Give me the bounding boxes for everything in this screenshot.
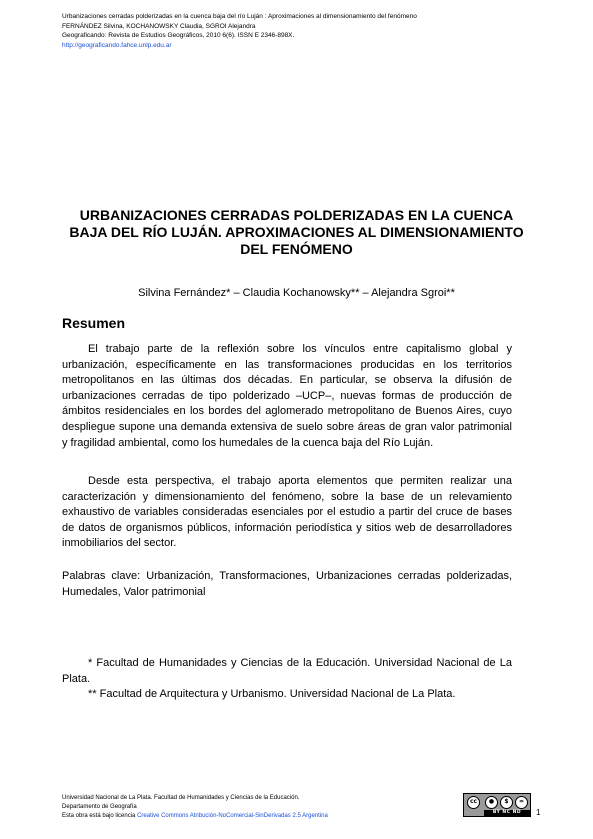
running-header: [62, 12, 542, 50]
footnote-2: ** Facultad de Arquitectura y Urbanismo. Universidad Nacional de La Plata.: [88, 688, 456, 701]
footer-department: Departamento de Geografía: [62, 803, 137, 810]
cc-mark-icon: cc: [467, 796, 480, 809]
abstract-paragraph-1: [62, 342, 512, 451]
header-url-link[interactable]: http://geograficando.fahce.unlp.edu.ar: [62, 41, 172, 49]
license-link[interactable]: Creative Commons Atribución-NoComercial-SinDerivadas 2.5 Argentina: [137, 812, 328, 819]
footer-license-prefix: Esta obra está bajo licencia: [62, 812, 136, 819]
nd-equal-icon: =: [515, 796, 528, 809]
authors: Silvina Fernández* – Claudia Kochanowsky** – Alejandra Sgroi**: [138, 287, 455, 299]
footer-institution: Universidad Nacional de La Plata. Facultad de Humanidades y Ciencias de la Educación.: [62, 795, 300, 801]
footer-license-line: [62, 812, 328, 821]
header-journal: Geograficando: Revista de Estudios Geográficos, 2010 6(6). ISSN E 2346-898X.: [62, 32, 295, 39]
footnote-1: * Facultad de Humanidades y Ciencias de la Educación. Universidad Nacional de La Plata.: [62, 657, 512, 685]
page-number: 1: [536, 808, 541, 817]
keywords: [62, 569, 512, 600]
abstract-paragraph-2: [62, 474, 512, 552]
nc-dollar-icon: $: [500, 796, 513, 809]
page-footer: [62, 794, 328, 820]
keywords-label: Palabras clave:: [62, 570, 141, 582]
creative-commons-by-nc-nd-icon[interactable]: [463, 793, 531, 817]
abstract-text-2: Desde esta perspectiva, el trabajo aporta elementos que permiten realizar una caracterización y dimensionamiento del fenómeno, sobre la base de un relevamiento exhaustivo de variables consideradas esenciales por el estudio a partir del cruce de bases de datos de organismos públicos, información periodística y sitios web de desarrolladores inmobiliarios del sector.: [62, 475, 512, 550]
by-person-icon: ●: [485, 796, 498, 809]
header-authors: FERNÁNDEZ Silvina, KOCHANOWSKY Claudia, SGROI Alejandra: [62, 22, 256, 30]
paper-title: URBANIZACIONES CERRADAS POLDERIZADAS EN LA CUENCA BAJA DEL RÍO LUJÁN. APROXIMACIONES AL DIMENSIONAMIENTO DEL FENÓMENO: [69, 207, 524, 257]
abstract-text-1: El trabajo parte de la reflexión sobre los vínculos entre capitalismo global y urbanización, específicamente en las transformaciones producidas en los territorios metropolitanos en las últimas dos décadas. En particular, se observa la difusión de urbanizaciones cerradas de tipo polderizado –UCP–, nuevas formas de producción de ámbitos residenciales en los bordes del aglomerado metropolitano de Buenos Aires, cuyo despliegue supone una demanda extensiva de suelo sobre áreas de gran valor patrimonial y fragilidad ambiental, como los humedales de la cuenca baja del Río Luján.: [62, 343, 512, 449]
footnotes: [62, 656, 512, 703]
keywords-text: Urbanización, Transformaciones, Urbanizaciones cerradas polderizadas, Humedales, Valor patrimonial: [62, 570, 512, 598]
cc-badge-labels: BY NC ND: [484, 810, 530, 816]
abstract-heading: Resumen: [62, 315, 126, 331]
header-article-title: Urbanizaciones cerradas polderizadas en la cuenca baja del río Luján : Aproximaciones al dimensionamiento del fenómeno: [62, 13, 417, 20]
